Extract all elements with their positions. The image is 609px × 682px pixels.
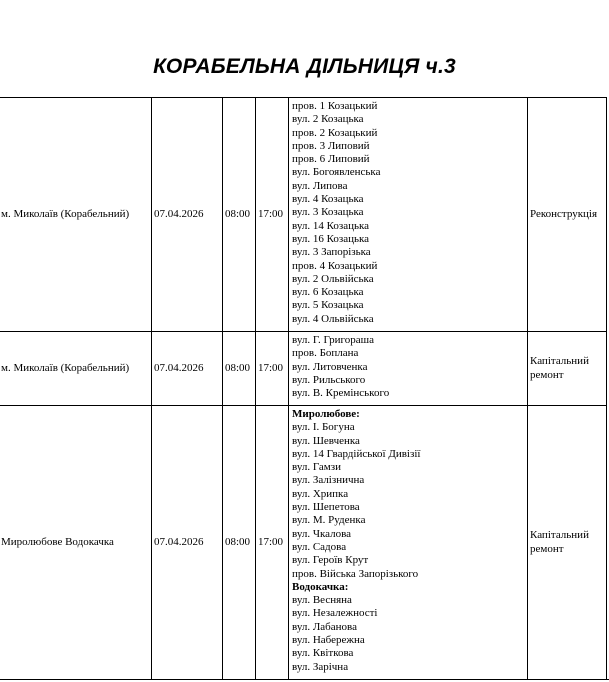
- street-item: вул. 5 Козацька: [292, 299, 364, 312]
- street-item: вул. Лабанова: [292, 620, 357, 633]
- street-item: пров. Війська Запорізького: [292, 567, 419, 580]
- document-title: КОРАБЕЛЬНА ДІЛЬНИЦЯ ч.3: [153, 55, 456, 78]
- start-time-cell: 08:00: [223, 332, 256, 406]
- work-type-cell: Капітальний ремонт: [528, 332, 607, 406]
- table-row: [0, 406, 607, 680]
- street-item: вул. 2 Ольвійська: [292, 272, 374, 285]
- location-cell: м. Миколаїв (Корабельний): [0, 98, 152, 332]
- start-time-cell: 08:00: [223, 98, 256, 332]
- street-item: вул. Шевченка: [292, 434, 360, 447]
- outage-schedule-table: [0, 97, 607, 680]
- location-cell: м. Миколаїв (Корабельний): [0, 332, 152, 406]
- street-item: вул. Богоявленська: [292, 166, 381, 179]
- start-time-cell: 08:00: [223, 406, 256, 680]
- date-cell: 07.04.2026: [152, 406, 223, 680]
- streets-cell: [289, 406, 528, 680]
- streets-cell: [289, 98, 528, 332]
- work-type-cell: Реконструкція: [528, 98, 607, 332]
- street-item: пров. 6 Липовий: [292, 153, 370, 166]
- street-item: вул. Г. Григораша: [292, 334, 374, 346]
- end-time-cell: 17:00: [256, 98, 289, 332]
- table-bottom-border: [0, 679, 609, 680]
- street-item: пров. 4 Козацький: [292, 259, 378, 272]
- date-cell: 07.04.2026: [152, 332, 223, 406]
- street-item: вул. М. Руденка: [292, 514, 366, 527]
- street-item: вул. Чкалова: [292, 527, 352, 540]
- street-item: вул. Весняна: [292, 594, 352, 607]
- street-item: пров. 1 Козацький: [292, 100, 378, 112]
- street-item: вул. 2 Козацька: [292, 113, 364, 126]
- street-item: вул. Незалежності: [292, 607, 378, 620]
- street-item: вул. Квіткова: [292, 647, 354, 660]
- street-item: вул. 3 Козацька: [292, 206, 364, 219]
- street-item: вул. Гамзи: [292, 461, 341, 474]
- street-item: вул. Рильського: [292, 373, 366, 386]
- street-item: пров. Боплана: [292, 347, 359, 360]
- street-item: вул. Хрипка: [292, 487, 349, 500]
- street-item: вул. 4 Ольвійська: [292, 312, 374, 325]
- table-row: [0, 332, 607, 406]
- end-time-cell: 17:00: [256, 406, 289, 680]
- street-item: вул. 4 Козацька: [292, 193, 364, 206]
- street-item: вул. Шепетова: [292, 501, 360, 514]
- end-time-cell: 17:00: [256, 332, 289, 406]
- street-item: вул. Литовченка: [292, 360, 368, 373]
- street-item: вул. Липова: [292, 179, 348, 192]
- street-item: пров. 2 Козацький: [292, 126, 378, 139]
- location-cell: Миролюбове Водокачка: [0, 406, 152, 680]
- street-item: вул. 6 Козацька: [292, 286, 364, 299]
- street-item: вул. Героїв Крут: [292, 554, 369, 567]
- table-row: [0, 98, 607, 332]
- streets-cell: [289, 332, 528, 406]
- street-item: вул. Набережна: [292, 634, 365, 647]
- street-item: вул. 14 Гвардійської Дивізії: [292, 447, 421, 460]
- work-type-cell: Капітальний ремонт: [528, 406, 607, 680]
- street-group-heading: Миролюбове:: [292, 408, 360, 420]
- street-item: вул. І. Богуна: [292, 421, 355, 434]
- street-item: вул. В. Кремінського: [292, 387, 390, 400]
- date-cell: 07.04.2026: [152, 98, 223, 332]
- street-item: вул. Садова: [292, 540, 347, 553]
- street-item: вул. 16 Козацька: [292, 232, 370, 245]
- street-item: пров. 3 Липовий: [292, 139, 370, 152]
- street-group-heading: Водокачка:: [292, 580, 349, 593]
- street-item: вул. 14 Козацька: [292, 219, 370, 232]
- street-item: вул. Зарічна: [292, 660, 349, 673]
- street-item: вул. Залізнична: [292, 474, 365, 487]
- street-item: вул. 3 Запорізька: [292, 246, 371, 259]
